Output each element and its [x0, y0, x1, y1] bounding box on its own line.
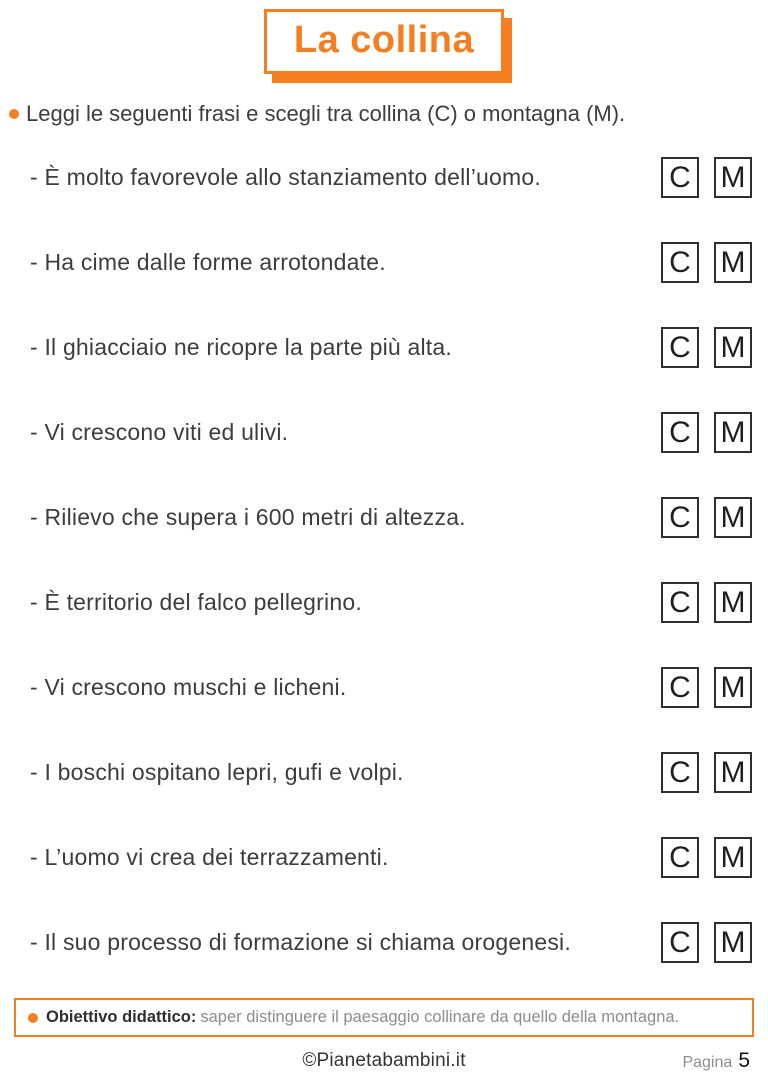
choice-group: [661, 157, 752, 198]
page-indicator: [682, 1044, 750, 1080]
statement-text: - Ha cime dalle forme arrotondate.: [30, 249, 386, 275]
statement-row: [30, 220, 752, 305]
choice-box-c[interactable]: C: [661, 242, 699, 283]
choice-box-m[interactable]: M: [714, 922, 752, 963]
choice-box-c[interactable]: C: [661, 922, 699, 963]
statement-text: - Il suo processo di formazione si chiama orogenesi.: [30, 929, 571, 955]
choice-group: [661, 412, 752, 453]
page-title-box: [264, 9, 504, 74]
statement-row: [30, 475, 752, 560]
statement-text: - Il ghiacciaio ne ricopre la parte più alta.: [30, 334, 452, 360]
statement-text: - Rilievo che supera i 600 metri di altezza.: [30, 504, 466, 530]
statement-row: [30, 815, 752, 900]
choice-group: [661, 497, 752, 538]
choice-box-c[interactable]: C: [661, 327, 699, 368]
statement-row: [30, 560, 752, 645]
statement-row: [30, 730, 752, 815]
page-number: 5: [738, 1049, 750, 1072]
page-title: La collina: [293, 19, 475, 61]
objective-text: saper distinguere il paesaggio collinare da quello della montagna.: [200, 1008, 680, 1026]
statement-text: - L’uomo vi crea dei terrazzamenti.: [30, 844, 389, 870]
statement-row: [30, 645, 752, 730]
choice-box-m[interactable]: M: [714, 497, 752, 538]
choice-box-c[interactable]: C: [661, 667, 699, 708]
choice-group: [661, 667, 752, 708]
choice-box-c[interactable]: C: [661, 412, 699, 453]
objective-note: [14, 998, 754, 1037]
choice-group: [661, 922, 752, 963]
bullet-icon: [9, 109, 19, 119]
objective-note-text: [46, 1008, 679, 1027]
choice-group: [661, 242, 752, 283]
statement-row: [30, 390, 752, 475]
choice-box-m[interactable]: M: [714, 752, 752, 793]
statement-row: [30, 305, 752, 390]
statement-text: - È molto favorevole allo stanziamento dell’uomo.: [30, 164, 541, 190]
choice-box-c[interactable]: C: [661, 582, 699, 623]
choice-box-c[interactable]: C: [661, 157, 699, 198]
bullet-icon: [28, 1013, 38, 1023]
choice-group: [661, 327, 752, 368]
objective-label: Obiettivo didattico:: [46, 1008, 197, 1026]
page-label: Pagina: [682, 1054, 733, 1071]
choice-group: [661, 582, 752, 623]
choice-group: [661, 837, 752, 878]
choice-box-m[interactable]: M: [714, 412, 752, 453]
choice-box-m[interactable]: M: [714, 837, 752, 878]
choice-box-m[interactable]: M: [714, 667, 752, 708]
statement-list: [30, 135, 752, 985]
choice-group: [661, 752, 752, 793]
choice-box-m[interactable]: M: [714, 157, 752, 198]
instruction-text: Leggi le seguenti frasi e scegli tra collina (C) o montagna (M).: [26, 101, 626, 126]
choice-box-c[interactable]: C: [661, 497, 699, 538]
statement-text: - È territorio del falco pellegrino.: [30, 589, 362, 615]
statement-text: - Vi crescono viti ed ulivi.: [30, 419, 289, 445]
statement-text: - I boschi ospitano lepri, gufi e volpi.: [30, 759, 404, 785]
instruction: [9, 101, 760, 127]
copyright: ©Pianetabambini.it: [302, 1050, 466, 1071]
choice-box-m[interactable]: M: [714, 327, 752, 368]
choice-box-c[interactable]: C: [661, 837, 699, 878]
statement-row: [30, 135, 752, 220]
bottom-footer: [0, 1044, 768, 1078]
choice-box-m[interactable]: M: [714, 242, 752, 283]
statement-row: [30, 900, 752, 985]
statement-text: - Vi crescono muschi e licheni.: [30, 674, 347, 700]
choice-box-c[interactable]: C: [661, 752, 699, 793]
title-area: [0, 9, 768, 74]
choice-box-m[interactable]: M: [714, 582, 752, 623]
